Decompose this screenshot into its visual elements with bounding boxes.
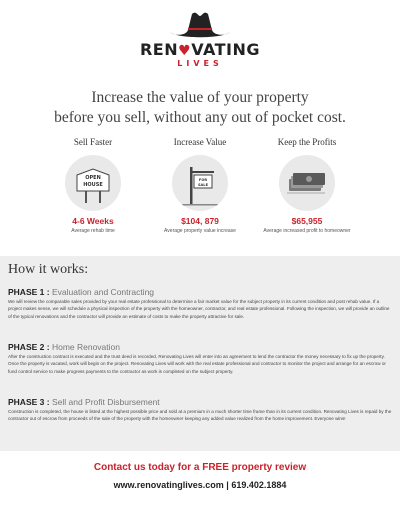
phase-1-heading [8, 287, 154, 297]
phase-2-heading [8, 342, 120, 352]
benefit-increase-value [147, 137, 253, 234]
benefit-keep-profits [254, 137, 360, 234]
website-phone[interactable]: www.renovatinglives.com | 619.402.1884 [113, 480, 287, 490]
brand-name-left: REN [139, 40, 179, 59]
headline-line-1: Increase the value of your property [91, 89, 309, 106]
phase-3-text: Construction is completed, the house is listed at the highest possible price and sold at a premium in a much shorter time frame than in its current condition. Renovating Lives is repaid by the contractor out of escrow from proceeds of the sale of the property with the homeowner keeping any added value realized from the home improvement. Everyone wins! [8, 409, 392, 422]
phase-2-text: After the construction contract is executed and the trust deed is recorded, Renovating Lives will enter into an agreement to lend the contractor the money necessary to fix up the property. Once the property is vacated, work will begin on the project. Renovating Lives will work with the real estate professional and contractor to monitor the project and arrange for an escrow or fund control service to make progress payments to the contractor as work is completed on the subject property. [8, 354, 386, 374]
benefit-value: $65,955 [291, 216, 323, 226]
for-sale-sign-text-2: SALE [197, 183, 209, 187]
for-sale-sign-text-1: FOR [198, 178, 208, 182]
phase-label: PHASE 2 : [8, 342, 50, 352]
logo [0, 6, 400, 69]
phase-title: Sell and Profit Disbursement [51, 397, 160, 407]
benefit-subtext: Average increased profit to homeowner [263, 228, 351, 234]
benefit-sell-faster [40, 137, 146, 234]
benefit-title: Increase Value [173, 137, 227, 147]
brand-subname: LIVES [177, 59, 223, 68]
phase-label: PHASE 1 : [8, 287, 50, 297]
money-icon [279, 155, 335, 211]
for-sale-sign-icon [172, 155, 228, 211]
contact-cta: Contact us today for a FREE property review [93, 462, 307, 473]
benefit-title: Keep the Profits [277, 137, 337, 147]
benefits [40, 137, 360, 249]
phase-title: Home Renovation [51, 342, 120, 352]
open-house-sign-text-1: OPEN [85, 175, 101, 181]
phase-1-text: We will review the comparable sales provided by your real estate professional to determine a fair market value for the subject property in its current condition and post rehab value. If a project makes sense, we will schedule a physical inspection of the property with the homeowner, contractor, and real estate professional. Following the inspection, we will provide an outline of the typical renovations and the contractor will provide an estimate of costs to make the property attractive for sale. [8, 299, 390, 319]
open-house-sign-text-2: HOUSE [83, 182, 103, 188]
phase-title: Evaluation and Contracting [51, 287, 155, 297]
benefit-value: 4-6 Weeks [72, 216, 114, 226]
benefit-subtext: Average property value increase [164, 228, 236, 234]
phase-label: PHASE 3 : [8, 397, 50, 407]
headline [0, 88, 400, 128]
brand-name-right: VATING [191, 40, 261, 59]
benefit-title: Sell Faster [73, 137, 113, 147]
open-house-sign-icon [65, 155, 121, 211]
benefit-subtext: Average rehab time [71, 228, 115, 234]
how-it-works-title: How it works: [8, 262, 89, 277]
benefit-value: $104, 879 [181, 216, 219, 226]
cowboy-hat-icon [168, 6, 232, 40]
brand-name [0, 42, 400, 59]
phase-3-heading [8, 397, 160, 407]
heart-icon: ♥ [178, 43, 192, 59]
headline-line-2: before you sell, without any out of pocket cost. [54, 109, 346, 126]
